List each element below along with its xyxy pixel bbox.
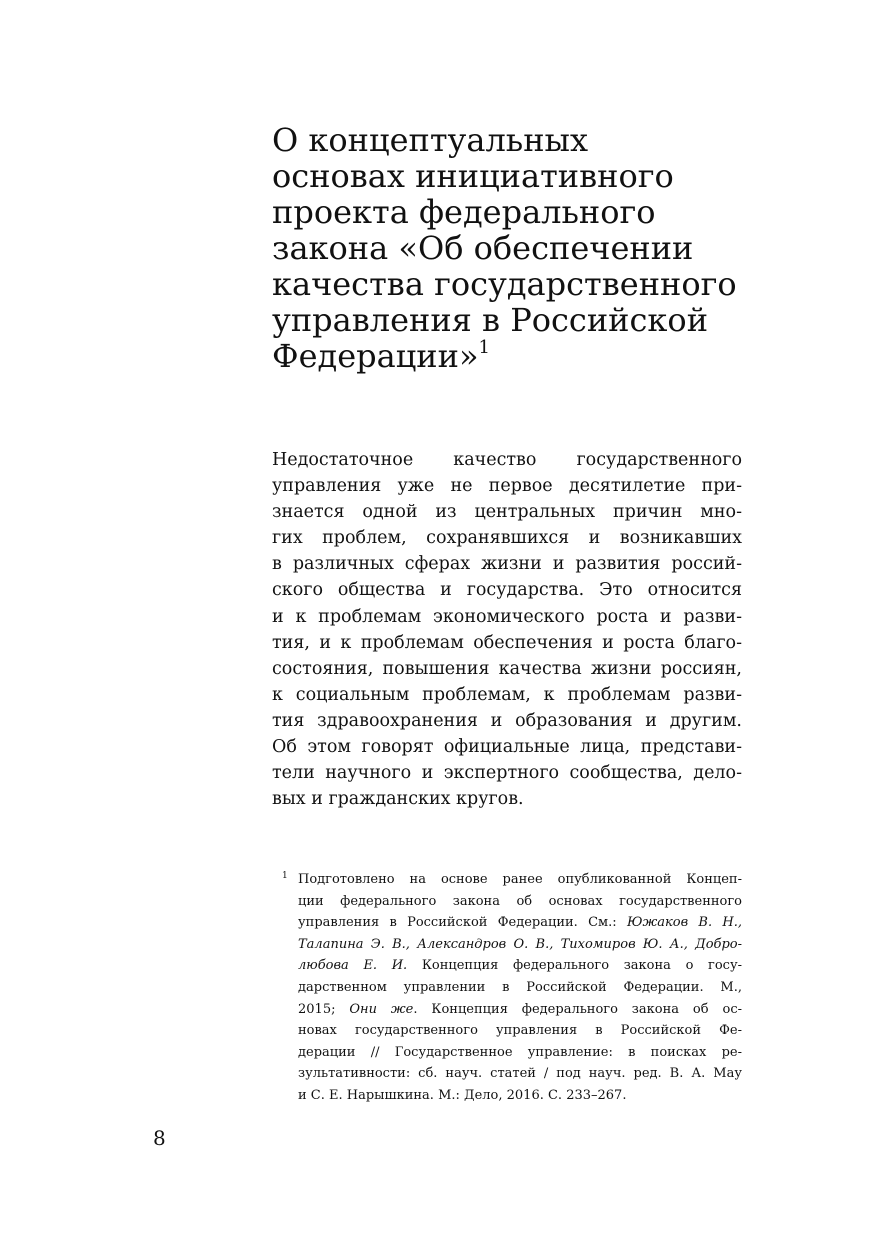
paragraph-line: управления уже не первое десятилетие при- (272, 476, 742, 497)
paragraph-line: гих проблем, сохранявшихся и возникавших (272, 528, 742, 549)
title-line: основах инициативного (272, 157, 674, 195)
paragraph-line: к социальным проблемам, к проблемам разви- (272, 684, 742, 705)
footnote-line: и С. Е. Нарышкина. М.: Дело, 2016. С. 233–267. (298, 1087, 627, 1103)
paragraph-line: в различных сферах жизни и развития россий- (272, 554, 742, 575)
footnote-segment: 2015; (298, 1001, 350, 1017)
paragraph-line: тия здравоохранения и образования и другим. (272, 710, 742, 731)
footnote-segment: Концепция федерального закона о госу- (407, 958, 742, 974)
footnote-line: Подготовлено на основе ранее опубликованной Концеп- (298, 872, 742, 887)
paragraph-line: и к проблемам экономического роста и разви- (272, 606, 742, 627)
paragraph-line: ского общества и государства. Это относится (272, 580, 742, 601)
footnote-segment: . Концепция федерального закона об ос- (413, 1001, 742, 1017)
paragraph-line: знается одной из центральных причин мно- (272, 502, 742, 523)
footnote-line: новах государственного управления в Российской Фе- (298, 1023, 742, 1039)
footnote-text (298, 869, 742, 1107)
footnote-line: дарственном управлении в Российской Федерации. М., (298, 979, 742, 995)
footnote-line (298, 955, 742, 977)
footnote-mark: 1 (282, 871, 288, 881)
paragraph-line: тели научного и экспертного сообщества, дело- (272, 763, 742, 784)
footnote-reference[interactable]: 1 (478, 337, 490, 358)
footnote-line (298, 999, 742, 1021)
paragraph-line: вых и гражданских кругов. (272, 789, 524, 810)
title-line: закона «Об обеспечении (272, 229, 694, 267)
body-paragraph (272, 447, 742, 812)
footnote-segment: управления в Российской Федерации. См.: (298, 915, 627, 931)
author-name: Они же (349, 1001, 414, 1017)
footnote-line (298, 912, 742, 934)
paragraph-line: Недостаточное качество государственного (272, 450, 742, 470)
chapter-title (272, 122, 742, 374)
footnote-line: дерации // Государственное управление: в поисках ре- (298, 1044, 742, 1060)
paragraph-line: состояния, повышения качества жизни россиян, (272, 658, 742, 679)
author-name: Южаков В. Н., (626, 915, 742, 931)
title-line: качества государственного (272, 265, 737, 303)
title-line: управления в Российской (272, 301, 709, 339)
title-line: проекта федерального (272, 193, 656, 231)
author-name: любова Е. И. (298, 958, 408, 974)
title-line: Федерации» (272, 337, 479, 375)
footnote-line: ции федерального закона об основах государственного (298, 893, 742, 909)
footnote-line (298, 934, 742, 956)
page-number: 8 (153, 1126, 166, 1150)
paragraph-line: Об этом говорят официальные лица, представи- (272, 737, 742, 758)
footnote-line: зультативности: сб. науч. статей / под науч. ред. В. А. Мау (298, 1066, 742, 1082)
title-line-last (272, 338, 742, 374)
author-names: Талапина Э. В., Александров О. В., Тихомиров Ю. А., Добро- (298, 936, 742, 952)
title-line: О концептуальных (272, 121, 589, 159)
paragraph-line: тия, и к проблемам обеспечения и роста благо- (272, 632, 742, 653)
